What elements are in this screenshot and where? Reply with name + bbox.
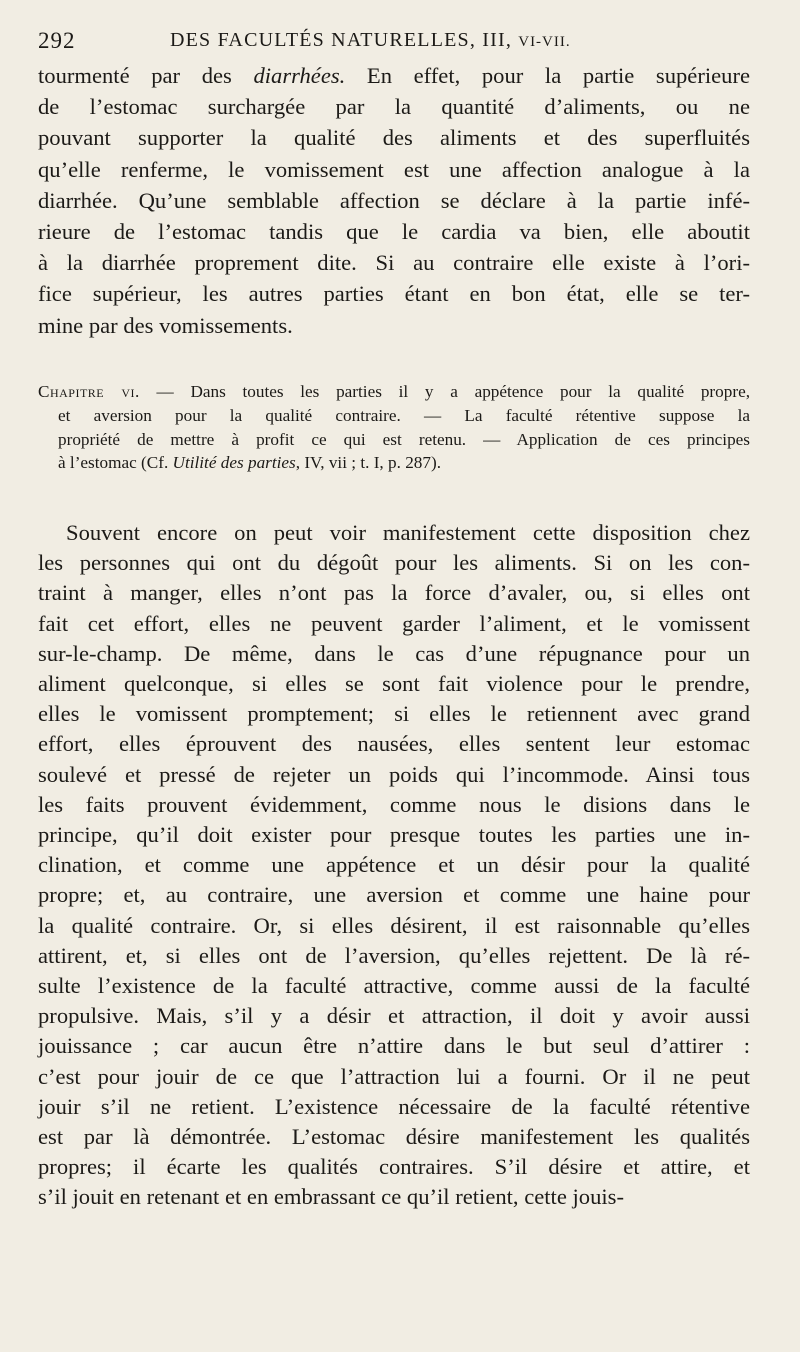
text-segment: jouir s’il ne retient. L’existence nécessaire de la faculté rétentive — [38, 1093, 750, 1119]
text-line — [38, 451, 750, 475]
text-segment: les personnes qui ont du dégoût pour les aliments. Si on les con- — [38, 550, 750, 576]
text-line — [38, 428, 750, 452]
text-segment: de l’estomac surchargée par la quantité d’aliments, ou ne — [38, 94, 750, 120]
text-line — [38, 941, 750, 971]
text-segment: les faits prouvent évidemment, comme nous le disions dans le — [38, 791, 750, 817]
text-line — [38, 760, 750, 790]
text-line — [38, 518, 750, 548]
text-segment: sur-le-champ. De même, dans le cas d’une répugnance pour un — [38, 640, 750, 666]
text-segment: Souvent encore on peut voir manifestement cette disposition chez — [66, 520, 750, 545]
text-segment: fice supérieur, les autres parties étant en bon état, elle se ter- — [38, 281, 750, 307]
text-segment: aliment quelconque, si elles se sont fait violence pour le prendre, — [38, 671, 750, 697]
text-segment: effort, elles éprouvent des nausées, elles sentent leur estomac — [38, 731, 750, 757]
running-header — [38, 24, 750, 60]
text-segment: diarrhée. Qu’une semblable affection se déclare à la partie infé- — [38, 187, 750, 213]
running-chapters: VI-VII. — [518, 34, 571, 50]
text-segment: propres; il écarte les qualités contraires. S’il désire et attire, et — [38, 1154, 750, 1180]
text-segment: rieure de l’estomac tandis que le cardia va bien, elle aboutit — [38, 219, 750, 245]
text-line — [38, 91, 750, 122]
text-segment: En effet, pour la partie supérieure — [345, 63, 751, 88]
text-segment: principe, qu’il doit exister pour presque toutes les parties une in- — [38, 822, 750, 848]
chapter-summary — [38, 380, 750, 475]
text-segment: tourmenté par des — [38, 63, 254, 88]
text-line — [38, 1122, 750, 1152]
text-line — [38, 278, 750, 309]
main-paragraph — [38, 518, 750, 1213]
text-line — [38, 216, 750, 247]
text-line — [38, 1001, 750, 1031]
text-line — [38, 247, 750, 278]
book-page — [38, 0, 750, 1352]
text-segment: propulsive. Mais, s’il y a désir et attraction, il doit y avoir aussi — [38, 1003, 750, 1029]
page-number: 292 — [38, 28, 76, 53]
text-segment: pouvant supporter la qualité des aliments et des superfluités — [38, 125, 750, 151]
text-segment: traint à manger, elles n’ont pas la force d’avaler, ou, si elles ont — [38, 580, 750, 606]
text-line — [38, 185, 750, 216]
text-segment: à l’estomac (Cf. — [58, 453, 173, 473]
text-line — [38, 122, 750, 153]
text-line — [38, 639, 750, 669]
text-segment: sulte l’existence de la faculté attractive, comme aussi de la faculté — [38, 973, 750, 999]
text-segment: , IV, vii ; t. I, p. 287). — [295, 453, 442, 473]
text-segment: jouissance ; car aucun être n’attire dans le but seul d’attirer : — [38, 1033, 750, 1059]
text-line — [38, 1092, 750, 1122]
text-segment: la qualité contraire. Or, si elles désirent, il est raisonnable qu’elles — [38, 912, 750, 938]
text-segment: Utilité des parties — [172, 453, 296, 473]
text-segment: diarrhées. — [253, 63, 346, 88]
text-line — [38, 790, 750, 820]
text-segment: attirent, et, si elles ont de l’aversion, qu’elles rejettent. De là ré- — [38, 942, 750, 968]
text-segment: clination, et comme une appétence et un désir pour la qualité — [38, 852, 750, 878]
text-line — [38, 380, 750, 404]
text-line — [38, 1182, 750, 1212]
text-segment: soulevé et pressé de rejeter un poids qui l’incommode. Ainsi tous — [38, 761, 750, 787]
text-line — [38, 699, 750, 729]
text-line — [38, 310, 750, 341]
text-segment: est par là démontrée. L’estomac désire manifestement les qualités — [38, 1124, 750, 1150]
text-line — [38, 404, 750, 428]
text-segment: s’il jouit en retenant et en embrassant ce qu’il retient, cette jouis- — [38, 1184, 624, 1210]
text-segment: fait cet effort, elles ne peuvent garder l’aliment, et le vomissent — [38, 610, 750, 636]
running-title-text: DES FACULTÉS NATURELLES, III, — [170, 29, 513, 51]
text-segment: propre; et, au contraire, une aversion et comme une haine pour — [38, 882, 750, 908]
top-paragraph — [38, 60, 750, 341]
text-line — [38, 609, 750, 639]
text-line — [38, 1031, 750, 1061]
text-line — [38, 729, 750, 759]
text-line — [38, 1062, 750, 1092]
text-line — [38, 60, 750, 91]
text-segment: à la diarrhée proprement dite. Si au contraire elle existe à l’ori- — [38, 250, 750, 276]
text-segment: qu’elle renferme, le vomissement est une affection analogue à la — [38, 156, 750, 182]
text-line — [38, 154, 750, 185]
text-line — [38, 1152, 750, 1182]
text-line — [38, 880, 750, 910]
text-segment: et aversion pour la qualité contraire. — La faculté rétentive suppose la — [58, 405, 750, 425]
text-line — [38, 578, 750, 608]
text-line — [38, 971, 750, 1001]
text-line — [38, 911, 750, 941]
text-segment: mine par des vomissements. — [38, 312, 293, 338]
text-line — [38, 820, 750, 850]
chapter-label: Chapitre vi. — [38, 382, 140, 401]
running-title — [170, 29, 571, 52]
text-line — [38, 669, 750, 699]
text-segment: — Dans toutes les parties il y a appétence pour la qualité propre, — [139, 382, 750, 401]
text-line — [38, 548, 750, 578]
text-line — [38, 850, 750, 880]
text-segment: propriété de mettre à profit ce qui est retenu. — Application de ces principes — [58, 429, 750, 449]
text-segment: c’est pour jouir de ce que l’attraction lui a fourni. Or il ne peut — [38, 1063, 750, 1089]
text-segment: elles le vomissent promptement; si elles le retiennent avec grand — [38, 701, 750, 727]
